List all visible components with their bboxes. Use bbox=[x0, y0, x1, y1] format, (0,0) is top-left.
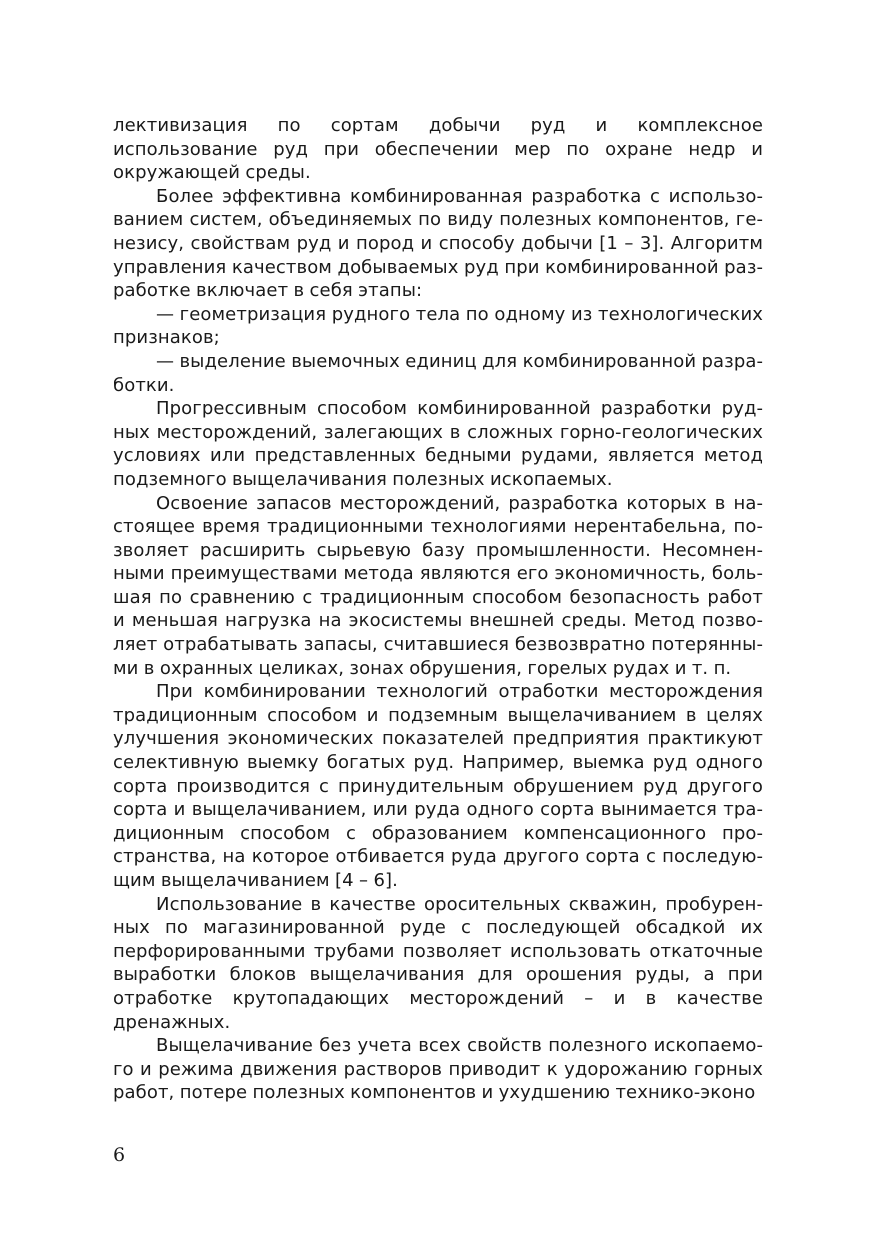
list-item: — выделение выемочных единиц для комбинированной разработки. bbox=[113, 350, 763, 396]
paragraph: Более эффективна комбинированная разработка с использованием систем, объединяемых по виду полезных компонентов, генезису, свойствам руд и пород и способу добычи [1 – 3]. Алгоритм управления качеством добываемых руд при комбинированной разработке включает в себя этапы: bbox=[113, 185, 763, 302]
paragraph: Выщелачивание без учета всех свойств полезного ископаемого и режима движения растворов приводит к удорожанию горных работ, потере полезных компонентов и ухудшению технико-эконо bbox=[113, 1035, 763, 1104]
paragraph-continuation: лективизация по сортам добычи руд и комплексное использование руд при обеспечении мер по охране недр и окружающей среды. bbox=[113, 115, 763, 184]
page-body bbox=[113, 114, 763, 1105]
page-number: 6 bbox=[113, 1144, 126, 1166]
paragraph: Прогрессивным способом комбинированной разработки рудных месторождений, залегающих в сложных горно-геологических условиях или представленных бедными рудами, является метод подземного выщелачивания полезных ископаемых. bbox=[113, 398, 763, 490]
paragraph: Использование в качестве оросительных скважин, пробуренных по магазинированной руде с последующей обсадкой их перфорированными трубами позволяет использовать откаточные выработки блоков выщелачивания для орошения руды, а при отработке крутопадающих месторождений – и в качестве дренажных. bbox=[113, 893, 763, 1033]
paragraph: При комбинировании технологий отработки месторождения традиционным способом и подземным выщелачиванием в целях улучшения экономических показателей предприятия практикуют селективную выемку богатых руд. Например, выемка руд одного сорта производится с принудительным обрушением руд другого сорта и выщелачиванием, или руда одного сорта вынимается традиционным способом с образованием компенсационного пространства, на которое отбивается руда другого сорта с последующим выщелачиванием [4 – 6]. bbox=[113, 681, 763, 891]
paragraph: Освоение запасов месторождений, разработка которых в настоящее время традиционными технологиями нерентабельна, позволяет расширить сырьевую базу промышленности. Несомненными преимуществами метода являются его экономичность, большая по сравнению с традиционным способом безопасность работ и меньшая нагрузка на экосистемы внешней среды. Метод позволяет отрабатывать запасы, считавшиеся безвозвратно потерянными в охранных целиках, зонах обрушения, горелых рудах и т. п. bbox=[113, 492, 763, 679]
list-item: — геометризация рудного тела по одному из технологических признаков; bbox=[113, 303, 763, 349]
